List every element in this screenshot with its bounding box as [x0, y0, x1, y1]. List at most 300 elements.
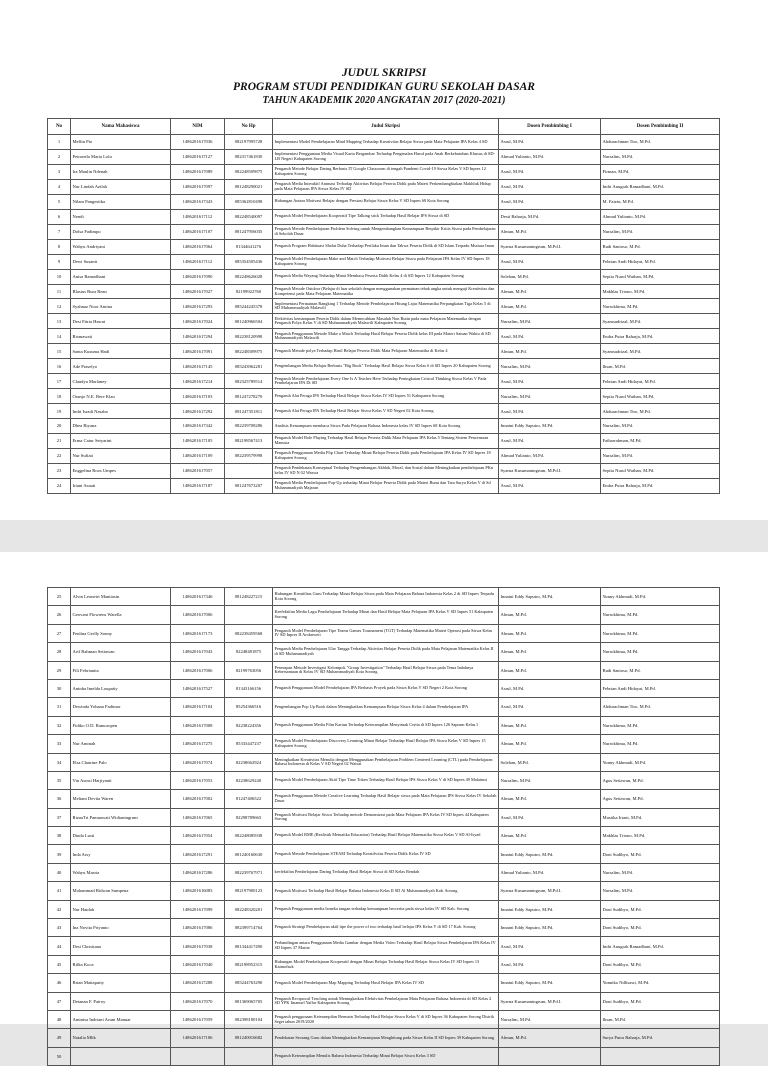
supervisor-2: Indri Anugrah Ramadhani, M.Pd.: [601, 937, 720, 955]
supervisor-2: Doni Sudibyo, M.Pd.: [601, 955, 720, 973]
phone-number: 082239767971: [225, 863, 273, 881]
supervisor-1: Almun, M.Pd.: [499, 827, 601, 845]
supervisor-1: Nursalim, M.Pd.: [499, 771, 601, 789]
student-name: Claudya Marlaney: [71, 374, 171, 389]
student-name: Geovani Flowrens Warella: [71, 606, 171, 624]
table-row: [48, 449, 720, 464]
supervisor-1: Innaini Eddy Saputro, M.Pd.: [499, 900, 601, 918]
student-nim: 1486201617064: [171, 239, 225, 254]
student-nim: 1486201617293: [171, 299, 225, 314]
row-number: 16: [48, 359, 71, 374]
supervisor-2: Agus Setiawan, M.Pd.: [601, 771, 720, 789]
supervisor-1: Almun, M.Pd.: [499, 344, 601, 359]
student-name: Fenlina Gerlly Sonny: [71, 624, 171, 642]
row-number: 25: [48, 588, 71, 606]
row-number: 3: [48, 164, 71, 179]
thesis-title: Pengaruh Model Pembelajaran Tipe Teams Games Tournament (TGT) Terhadap Matematika Materi Operasi pada Siswa Kelas IV SD Inpres II Aroknweri: [273, 624, 499, 642]
row-number: 22: [48, 449, 71, 464]
row-number: 29: [48, 661, 71, 679]
phone-number: 081240016682: [225, 1029, 273, 1047]
column-header-nama: Nama Mahasiswa: [71, 119, 171, 135]
phone-number: 85254366516: [225, 698, 273, 716]
supervisor-2: [601, 1047, 720, 1065]
thesis-title: Pengaruh Metode Pembelajaran Problem Solving untuk Mengembangkan Kemampuan Berpikir Kritis Siswa pada Pembelajaran di Sekolah Dasar: [273, 224, 499, 239]
student-name: Meliani Devita Waren: [71, 790, 171, 808]
thesis-title: Pengaruh Reciprocal Teaching untuk Meningkatkan Efektivitas Pembelajaran Mata Pelajaran Bahasa Indonesia di SD Kelas 2 SD YPK Imanuel Yaffar Kabupaten Sorong: [273, 992, 499, 1010]
supervisor-1: Asrul, M.Pd.: [499, 329, 601, 344]
student-name: Indri Isradi Nasaba: [71, 404, 171, 419]
supervisor-2: Agus Setiawan, M.Pd.: [601, 790, 720, 808]
student-nim: 1486201617097: [171, 179, 225, 194]
row-number: 33: [48, 735, 71, 753]
student-nim: 1486201617286: [171, 863, 225, 881]
row-number: 21: [48, 434, 71, 449]
table-row: [48, 882, 720, 900]
row-number: 7: [48, 224, 71, 239]
table-row: [48, 389, 720, 404]
supervisor-1: Syarna Kusumaningrum, M.Pd.I.: [499, 463, 601, 478]
thesis-title: Pengaruh Model Pembelajaran Kooperatif Tipe Talking stick Terhadap Hasil Belajar IPS Siswa di SD: [273, 209, 499, 224]
table-row: [48, 359, 720, 374]
supervisor-1: Innaini Eddy Saputro, M.Pd.: [499, 588, 601, 606]
row-number: 26: [48, 606, 71, 624]
thesis-title: Pengembangan Media Belajar Berbasis "Big Book" Terhadap Hasil Belajar Siswa Kelas 6 di SD Inpres 20 Kabupaten Sorong: [273, 359, 499, 374]
student-name: Oranjo N.E. Bere Klau: [71, 389, 171, 404]
column-header-dosen-1: Dosen Pembimbing I: [499, 119, 601, 135]
row-number: 34: [48, 753, 71, 771]
phone-number: 82238224356: [225, 716, 273, 734]
phone-number: 082398180104: [225, 1010, 273, 1028]
supervisor-2: Syamsudrizal, M.Pd.: [601, 344, 720, 359]
phone-number: 081369065705: [225, 992, 273, 1010]
supervisor-2: Makhlas Triono, M.Pd.: [601, 284, 720, 299]
phone-number: 081344417490: [225, 937, 273, 955]
phone-number: 81247406522: [225, 790, 273, 808]
thesis-title: Pengaruh Strategi Pembelajaran aktif tipe the power of two terhadap hasil belajar IPS Kelas V di SD 17 Kab. Sorong: [273, 919, 499, 937]
phone-number: 082238120998: [225, 329, 273, 344]
supervisor-1: Solehan, M.Pd.: [499, 269, 601, 284]
supervisor-1: Asrul, M.Pd.: [499, 808, 601, 826]
supervisor-1: Almun, M.Pd.: [499, 284, 601, 299]
row-number: 43: [48, 919, 71, 937]
thesis-title: keefektifan Pembelajaran Daring Terhadap Hasil Belajar Siswa di SD Kelas Rendah: [273, 863, 499, 881]
row-number: 40: [48, 863, 71, 881]
supervisor-1: Asrul, M.Pd.: [499, 478, 601, 493]
supervisor-2: Budi Santoso, M.Pd.: [601, 239, 720, 254]
student-nim: 1486201617006: [171, 661, 225, 679]
student-nim: 1486201617053: [171, 771, 225, 789]
supervisor-1: Desti Raharja, M.Pd.: [499, 209, 601, 224]
row-number: 46: [48, 974, 71, 992]
thesis-table-page-2: [47, 587, 720, 1066]
student-nim: 1486201617105: [171, 434, 225, 449]
table-row: [48, 299, 720, 314]
table-row: [48, 434, 720, 449]
student-nim: 1486201617214: [171, 374, 225, 389]
phone-number: 085244245378: [225, 299, 273, 314]
supervisor-1: Asrul, M.Pd.: [499, 698, 601, 716]
student-nim: 1486201617057: [171, 463, 225, 478]
table-row: [48, 790, 720, 808]
row-number: 45: [48, 955, 71, 973]
row-number: 17: [48, 374, 71, 389]
row-number: 19: [48, 404, 71, 419]
supervisor-1: Nursalim, M.Pd.: [499, 1010, 601, 1028]
thesis-title: Pengembangan Pop Up Book dalam Meningkatkan Kemampuan Belajar Siswa Kelas 4 dalam Pembelajaran IPA: [273, 698, 499, 716]
student-nim: [171, 1047, 225, 1065]
academic-year: TAHUN AKADEMIK 2020 ANGKATAN 2017 (2020-2021): [262, 95, 506, 106]
thesis-title: Hubungan Antara Motivasi Belajar dengan Prestasi Belajar Siswa Kelas V SD Inpres 68 Kota Sorong: [273, 194, 499, 209]
student-nim: 1486201617294: [171, 329, 225, 344]
supervisor-1: Asrul, M.Pd.: [499, 254, 601, 269]
student-name: Aminisa Indriani Arum Manuar: [71, 1010, 171, 1028]
thesis-title: Pengaruh Model Pembelajaran Map Mapping Terhadap Hasil Belajar IPA Kelas IV SD: [273, 974, 499, 992]
supervisor-1: Almun, M.Pd.: [499, 624, 601, 642]
phone-number: 081247673207: [225, 478, 273, 493]
student-name: Blasius Bura Rean: [71, 284, 171, 299]
supervisor-2: Febrian Andi Hidayat, M.Pd.: [601, 254, 720, 269]
thesis-title: Pengaruh Keterampilan Menulis Bahasa Indonesia Terhadap Minat Belajar Siswa Kelas 3 SD: [273, 1047, 499, 1065]
phone-number: 082239708286: [225, 419, 273, 434]
supervisor-1: Almun, M.Pd.: [499, 643, 601, 661]
supervisor-2: Syamsudrizal, M.Pd.: [601, 314, 720, 329]
supervisor-2: Doni Sudibyo, M.Pd.: [601, 900, 720, 918]
thesis-title: Pengaruh Penggunaan Model Pembelajaran IPA Berbasis Proyek pada Siswa Kelas V SD Negeri 2 Kota Sorong: [273, 679, 499, 697]
student-name: Anisa Ramadhani: [71, 269, 171, 284]
phone-number: 085362810498: [225, 194, 273, 209]
student-name: Fidiko O.D. Ramoropen: [71, 716, 171, 734]
student-nim: 1486201617089: [171, 164, 225, 179]
supervisor-2: Doni Sudibyo, M.Pd.: [601, 919, 720, 937]
student-name: Nendi: [71, 209, 171, 224]
student-nim: 1486201617099: [171, 900, 225, 918]
row-number: 50: [48, 1047, 71, 1065]
thesis-title: Pengaruh Media Wayang Terhadap Minat Membaca Peserta Didik Kelas 4 di SD Inpres 12 Kabupaten Sorong: [273, 269, 499, 284]
thesis-title: Pengaruh Penggunaan Media Film Kartun Terhadap Keterampilan Menyimak Cerita di SD Inpres 126 Saprum Kelas I: [273, 716, 499, 734]
supervisor-2: Mustika Iriani, M.Pd.: [601, 808, 720, 826]
table-row: [48, 661, 720, 679]
student-nim: 1486201617187: [171, 478, 225, 493]
student-nim: 1486201617292: [171, 404, 225, 419]
thesis-table-page-1: [47, 118, 720, 494]
phone-number: 082248509975: [225, 344, 273, 359]
supervisor-1: Ahmad Yulianto, M.Pd.: [499, 863, 601, 881]
column-header-no: No: [48, 119, 71, 135]
row-number: 2: [48, 149, 71, 164]
table-row: [48, 1047, 720, 1065]
document-title: JUDUL SKRIPSI: [341, 67, 427, 79]
row-number: 31: [48, 698, 71, 716]
thesis-title: Pengaruh Motivasi Terhadap Hasil Belajar Bahasa Indonesia Kelas II SD Al Muhammadiyah Kab. Sorong: [273, 882, 499, 900]
student-name: Wahyu Masria: [71, 863, 171, 881]
row-number: 35: [48, 771, 71, 789]
row-number: 24: [48, 478, 71, 493]
table-row: [48, 937, 720, 955]
row-number: 18: [48, 389, 71, 404]
thesis-title: Pengaruh Penggunaan Metode Creative Learning Terhadap Hasil Belajar siswa pada Mata Pelajaran IPS Siswa Kelas IV Sekolah Dasar: [273, 790, 499, 808]
thesis-title: Pengaruh Metode Pembelajaran STEAM Terhadap Kreatifvitas Peserta Didik Kelas IV SD: [273, 845, 499, 863]
supervisor-2: Surya Putra Raharja, M.Pd.: [601, 1029, 720, 1047]
student-nim: 1486201616083: [171, 882, 225, 900]
thesis-title: Meningkatkan Kreativitas Menulis dengan Menggunakan Pembelajaran Problem Centered Learning (CTL) pada Pembelajaran Bahasa Indonesia di Kelas V SD Negeri 02 Waisai: [273, 753, 499, 771]
student-name: Natalia Mlik: [71, 1029, 171, 1047]
column-header-dosen-2: Dosen Pembimbing II: [601, 119, 720, 135]
row-number: 6: [48, 209, 71, 224]
supervisor-1: Innaini Eddy Saputro, M.Pd.: [499, 419, 601, 434]
phone-number: 82298789665: [225, 808, 273, 826]
phone-number: 82199763056: [225, 661, 273, 679]
table-row: [48, 606, 720, 624]
phone-number: 82238662924: [225, 753, 273, 771]
student-name: Dhea Riyana: [71, 419, 171, 434]
student-nim: 1486201617173: [171, 624, 225, 642]
row-number: 9: [48, 254, 71, 269]
phone-number: 082239579998: [225, 449, 273, 464]
student-nim: 1486201617008: [171, 716, 225, 734]
supervisor-2: Septia Nurul Wathan, M.Pd.: [601, 269, 720, 284]
supervisor-1: Asrul, M.Pd.: [499, 937, 601, 955]
phone-number: 082248085938: [225, 827, 273, 845]
table-row: [48, 900, 720, 918]
supervisor-1: Almun, M.Pd.: [499, 735, 601, 753]
table-row: [48, 179, 720, 194]
student-name: Brian Matiaputty: [71, 974, 171, 992]
supervisor-2: Firman, M.Pd.: [601, 164, 720, 179]
supervisor-1: Nursalim, M.Pd.: [499, 389, 601, 404]
supervisor-2: Fatharrahman, M.Pd.: [601, 434, 720, 449]
row-number: 23: [48, 463, 71, 478]
supervisor-1: Asrul, M.Pd.: [499, 404, 601, 419]
student-name: Iriani Asnati: [71, 478, 171, 493]
document-page-1: [0, 0, 768, 520]
thesis-title: Keefektifan Media Lagu Pembelajaran Terhadap Minat dan Hasil Belajar Mata Pelajaran IPA Kelas V SD Inpres 51 Kabupaten Sorong: [273, 606, 499, 624]
phone-number: 081248290021: [225, 179, 273, 194]
phone-number: 082399714764: [225, 919, 273, 937]
supervisor-2: Nursalim, M.Pd.: [601, 419, 720, 434]
supervisor-2: Nurrokhima, M.Pd.: [601, 643, 720, 661]
student-name: Erma Catur Setyarini: [71, 434, 171, 449]
supervisor-1: Asrul, M.Pd.: [499, 164, 601, 179]
supervisor-1: Almun, M.Pd.: [499, 606, 601, 624]
student-name: RizaaTri Pamuawati Widianingrum: [71, 808, 171, 826]
supervisor-2: Abdurachman Tiro, M.Pd.: [601, 404, 720, 419]
supervisor-2: Endra Putra Raharja, M.Pd.: [601, 478, 720, 493]
student-nim: 1486201617006: [171, 606, 225, 624]
phone-number: 082197995728: [225, 135, 273, 150]
supervisor-2: Abdurachman Tiro, M.Pd.: [601, 698, 720, 716]
supervisor-1: Syarna Kusumaningrum, M.Pd.I.: [499, 239, 601, 254]
supervisor-1: Asrul, M.Pd.: [499, 135, 601, 150]
row-number: 44: [48, 937, 71, 955]
thesis-title: Pengaruh Model RME (Realistik Mematika Education) Terhadap Hasil Belajar Matematika Siswa Kelas V SD Al-Isyad: [273, 827, 499, 845]
program-title: PROGRAM STUDI PENDIDIKAN GURU SEKOLAH DASAR: [233, 81, 535, 93]
thesis-title: Hubungan Model Pembelajaran Kooperatif dengan Minat Belajar Terhadap Hasil Belajar Siswa Kelas IV SD Inpres 13 Kaimofsuk: [273, 955, 499, 973]
supervisor-2: Yunny Akhmadi, M.Pd.: [601, 753, 720, 771]
row-number: 47: [48, 992, 71, 1010]
supervisor-2: Nursalim, M.Pd.: [601, 882, 720, 900]
student-nim: 1486201617342: [171, 419, 225, 434]
row-number: 15: [48, 344, 71, 359]
student-name: Enggelina Roos Umpes: [71, 463, 171, 478]
row-number: 4: [48, 179, 71, 194]
supervisor-1: Ahmad Yulianto, M.Pd.: [499, 149, 601, 164]
student-name: Desi Christiana: [71, 937, 171, 955]
student-name: Rismawati: [71, 329, 171, 344]
supervisor-1: Almun, M.Pd.: [499, 224, 601, 239]
table-row: [48, 735, 720, 753]
student-name: Wahyu Andriyani: [71, 239, 171, 254]
table-row: [48, 194, 720, 209]
table-row: [48, 404, 720, 419]
thesis-title: Pengaruh Metode Belajar Daring Berbasis IT Google Classroom di tengah Pandemi Covid-19 Siswa Kelas V SD Inpres 12 Kabupaten Sorong: [273, 164, 499, 179]
student-name: Nur Haidah: [71, 900, 171, 918]
thesis-title: Pengaruh Pendekatan Konseptual Terhadap Pengembangan Akhlak, Moral, dan Sosial dalam Meningkatkan pembelajaran PKn kelas IV SD N 02 Waswa: [273, 463, 499, 478]
student-nim: 1486201617086: [171, 919, 225, 937]
phone-number: 081240966504: [225, 314, 273, 329]
thesis-title: Pengaruh Program Habituasi Sholat Duha Terhadap Perilaku Iman dan Takwa Peserta Didik di SD Islam Terpadu Mutiara Iman: [273, 239, 499, 254]
phone-number: 81343166156: [225, 679, 273, 697]
student-name: Rifka Koca: [71, 955, 171, 973]
thesis-title: Pengaruh Metode polya Terhadap Hasil Belajar Peserta Didik Mata Pelajaran Matematika di Kelas 4: [273, 344, 499, 359]
row-number: 32: [48, 716, 71, 734]
thesis-title: Pengaruh Media Interaktif Animasi Terhadap Aktivitas Belajar Peserta Didik pada Materi Perkembangbiakan Makhluk Hidup pada Mata Pelajaran IPA Siswa Kelas IV SD: [273, 179, 499, 194]
phone-number: 082248320201: [225, 900, 273, 918]
student-nim: 1486201617291: [171, 845, 225, 863]
phone-number: 081247278270: [225, 389, 273, 404]
student-nim: 1486201617091: [171, 344, 225, 359]
thesis-title: Pengaruh Penggunaan media boneka tangan terhadap kemampuan bercerita pada siswa kelas IV SD Kab. Sorong: [273, 900, 499, 918]
row-number: 5: [48, 194, 71, 209]
student-name: Santa Kusuma Hadi: [71, 344, 171, 359]
phone-number: [225, 1047, 273, 1065]
phone-number: 085244763290: [225, 974, 273, 992]
student-nim: 1486201617027: [171, 284, 225, 299]
student-name: Syahnaz Noor Amina: [71, 299, 171, 314]
phone-number: 082248509875: [225, 164, 273, 179]
row-number: 49: [48, 1029, 71, 1047]
phone-number: 085243962281: [225, 359, 273, 374]
student-nim: 1486201617036: [171, 135, 225, 150]
phone-number: 082197900123: [225, 882, 273, 900]
student-name: Ade Praselyo: [71, 359, 171, 374]
table-row: [48, 374, 720, 389]
table-row: [48, 463, 720, 478]
student-name: Arif Rahman Setiawan: [71, 643, 171, 661]
student-name: Dinda Lusti: [71, 827, 171, 845]
supervisor-1: Almun, M.Pd.: [499, 716, 601, 734]
thesis-title: Perbandingan antara Penggunaan Media Gambar dengan Media Video Terhadap Hasil Belajar Siswa Pembelajaran IPA Kelas IV SD Inpres 37 Mariat: [273, 937, 499, 955]
table-row: [48, 419, 720, 434]
supervisor-1: Almun, M.Pd.: [499, 661, 601, 679]
table-row: [48, 974, 720, 992]
student-name: Elsa Chatrine Palo: [71, 753, 171, 771]
student-name: Dewi Susanti: [71, 254, 171, 269]
thesis-title: Pendekatan Seorang Guru dalam Meningkatkan Kemampuan Menghitung pada Siswa Kelas II SD Inpres 39 Kabupaten Sorong: [273, 1029, 499, 1047]
table-row: [48, 643, 720, 661]
table-row: [48, 919, 720, 937]
table-row: [48, 314, 720, 329]
table-row: [48, 827, 720, 845]
supervisor-1: Asrul, M.Pd.: [499, 434, 601, 449]
thesis-title: Pengaruh Model Pembelajaran Aktif Tipe Time Token Terhadap Hasil Belajar IPS Siswa Kelas V di SD Inpres 49 Malaimsi: [273, 771, 499, 789]
phone-number: 82238629240: [225, 771, 273, 789]
supervisor-1: Almun, M.Pd.: [499, 790, 601, 808]
row-number: 48: [48, 1010, 71, 1028]
phone-number: 82248481875: [225, 643, 273, 661]
student-nim: 1486201617127: [171, 149, 225, 164]
supervisor-2: Febrian Andi Hidayat, M.Pd.: [601, 679, 720, 697]
supervisor-1: Asrul, M.Pd.: [499, 194, 601, 209]
thesis-title: Pengaruh Media Pembelajaran Ular Tangga Terhadap Aktivitas Belajar Peserta Didik pada Mata Pelajaran Matematika Kelas II di SD Muhammadiyah: [273, 643, 499, 661]
supervisor-2: Indri Anugrah Ramadhani, M.Pd.: [601, 179, 720, 194]
supervisor-1: Innaini Eddy Saputro, M.Pd.: [499, 919, 601, 937]
student-name: Inda Arsy: [71, 845, 171, 863]
supervisor-2: Febrian Andi Hidayat, M.Pd.: [601, 374, 720, 389]
supervisor-2: Nurrokhima, M.Pd.: [601, 624, 720, 642]
table-row: [48, 329, 720, 344]
student-nim: 1486201617145: [171, 359, 225, 374]
phone-number: 082248540097: [225, 209, 273, 224]
supervisor-2: Abdurachman Tiro, M.Pd.: [601, 135, 720, 150]
student-nim: 1486201617112: [171, 209, 225, 224]
supervisor-2: Nurrokhima, M.Pd.: [601, 735, 720, 753]
student-nim: 1486201617527: [171, 679, 225, 697]
phone-number: 081240160630: [225, 845, 273, 863]
row-number: 41: [48, 882, 71, 900]
supervisor-2: Septia Nurul Wathan, M.Pd.: [601, 463, 720, 478]
student-name: Fili Febrianita: [71, 661, 171, 679]
table-row: [48, 863, 720, 881]
phone-number: 082198952315: [225, 955, 273, 973]
thesis-title: Pengaruh Model Pembelajaran Discovery Learning Minat Belajar Terhadap Hasil Belajar IPA Siswa Kelas V SD Inpres 15 Kabupaten Sorong: [273, 735, 499, 753]
thesis-title: Pengaruh Alat Peraga IPA Terhadap Hasil Belajar Siswa Kelas V SD Negeri 02 Kota Sorong: [273, 404, 499, 419]
column-header-hp: No Hp: [225, 119, 273, 135]
thesis-title: Pengaruh Motivasi Belajar Siswa Terhadap metode Demonstrasi pada Mata Pelajaran IPA Kelas IV SD Inpres 44 Kabupaten Sorong: [273, 808, 499, 826]
table-row: [48, 1029, 720, 1047]
table-row: [48, 808, 720, 826]
thesis-title: Implementasi Model Pembelajaran Mind Mapping Terhadap Kreativitas Belajar Siswa pada Mata Pelajaran IPA Kelas 4 SD: [273, 135, 499, 150]
phone-number: 082238459568: [225, 624, 273, 642]
phone-number: 081247351811: [225, 404, 273, 419]
phone-number: 081248227215: [225, 588, 273, 606]
supervisor-1: Asrul, M.Pd.: [499, 679, 601, 697]
student-name: Nilam Pangestika: [71, 194, 171, 209]
phone-number: 82199922760: [225, 284, 273, 299]
thesis-title: Pengaruh Model Role Playing Terhadap Hasil Belajar Peserta Didik Mata Pelajaran IPA Kelas 5 Tentang Sistem Pencernaan Manusia: [273, 434, 499, 449]
table-row: [48, 716, 720, 734]
student-nim: 1486201617090: [171, 269, 225, 284]
student-name: [71, 1047, 171, 1065]
thesis-title: Pengaruh Media Pembelajaran Pop-Up terhadap Minat Belajar Peserta Didik pada Materi Bumi dan Tata Surya Kelas V di Sd Muhammadiyah Majaran: [273, 478, 499, 493]
supervisor-2: Ihsan, M.Pd.: [601, 1010, 720, 1028]
supervisor-2: Nursalim, M.Pd.: [601, 863, 720, 881]
table-row: [48, 239, 720, 254]
thesis-title: Pengaruh penggunaan Keterampilan Bermain Terhadap Hasil Belajar Siswa Kelas V di SD Inpres 36 Kabupaten Sorong Distrik Seget tahun 2019/2020: [273, 1010, 499, 1028]
supervisor-2: Doni Sudibyo, M.Pd.: [601, 845, 720, 863]
student-nim: 1486201617059: [171, 1010, 225, 1028]
supervisor-1: Solehan, M.Pd.: [499, 753, 601, 771]
student-nim: 1486201617104: [171, 698, 225, 716]
supervisor-1: Asrul, M.Pd.: [499, 374, 601, 389]
student-nim: 1486201617070: [171, 992, 225, 1010]
row-number: 20: [48, 419, 71, 434]
student-nim: 1486201617040: [171, 955, 225, 973]
student-name: Petronela Maria Lolu: [71, 149, 171, 164]
supervisor-2: Yunniko Ndlisasri, M.Pd.: [601, 974, 720, 992]
student-nim: 1486201617275: [171, 735, 225, 753]
thesis-title: Analisis Kemampuan membaca Siswa Pada Pelajaran Bahasa Indonesia kelas IV SD Inpres 68 Kota Sorong: [273, 419, 499, 434]
supervisor-2: Nursalim, M.Pd.: [601, 224, 720, 239]
